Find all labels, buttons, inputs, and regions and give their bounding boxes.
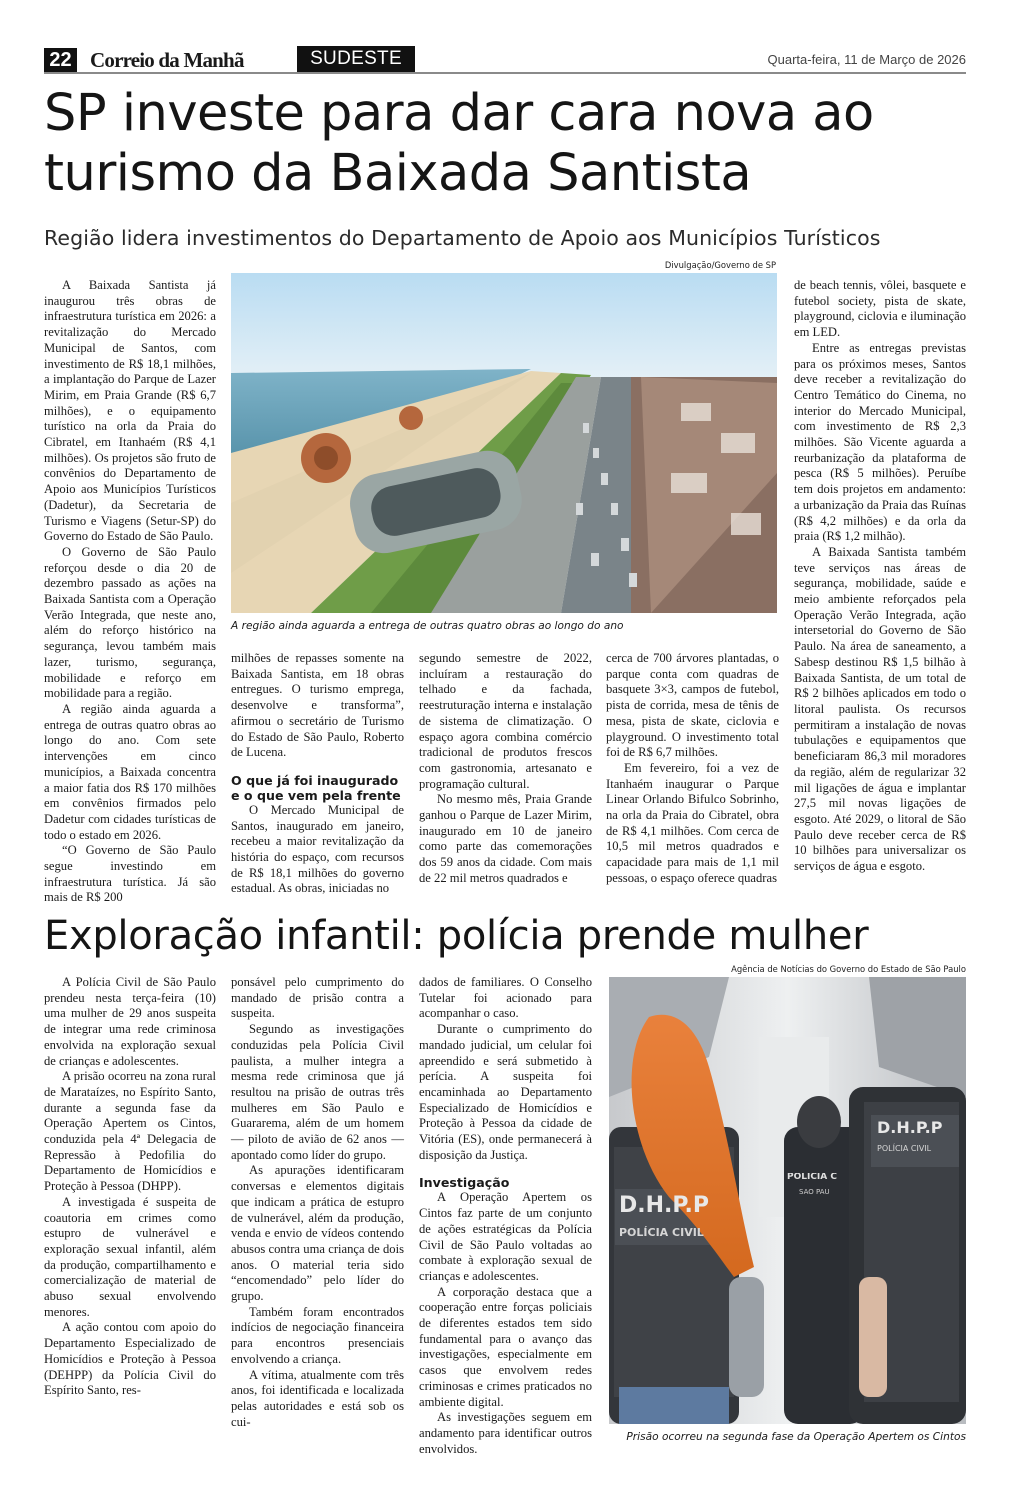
paragraph: Também foram encontrados indícios de negociação financeira para encontros presenciais envolvendo a criança.: [231, 1304, 404, 1366]
paragraph: O Mercado Municipal de Santos, inaugurado em janeiro, recebeu a maior revitalização da história do espaço, com recursos de R$ 18,1 milhões do governo estadual. As obras, iniciadas no: [231, 802, 404, 896]
article1-column-5: [794, 278, 966, 875]
article1-column-2: [231, 651, 404, 897]
shirt-label-policia: POLÍCIA C: [787, 1173, 837, 1182]
vest-label-dhpp: D.H.P.P: [619, 1193, 709, 1218]
vest-label-policia-civil-right: POLÍCIA CIVIL: [877, 1144, 932, 1153]
article1-photo-beach-park: [231, 273, 777, 613]
page-number: 22: [44, 48, 77, 72]
paragraph: As investigações seguem em andamento para identificar outros envolvidos.: [419, 1410, 592, 1456]
article2-photo-caption: Prisão ocorreu na segunda fase da Operação Apertem os Cintos: [626, 1431, 966, 1443]
paragraph: milhões de repasses somente na Baixada Santista, em 18 obras entregues. O turismo emprega, desenvolve e transforma”, afirmou o secretário de Turismo do Estado de São Paulo, Roberto de Lucena.: [231, 651, 404, 760]
paragraph: No mesmo mês, Praia Grande ganhou o Parque de Lazer Mirim, inaugurado em 10 de janeiro como parte das comemorações dos 59 anos da cidade. Com mais de 22 mil metros quadrados e: [419, 792, 592, 885]
article1-column-3: [419, 651, 592, 887]
article1-photo-caption: A região ainda aguarda a entrega de outras quatro obras ao longo do ano: [231, 620, 624, 632]
paragraph: A corporação destaca que a cooperação entre forças policiais de diferentes estados tem sido fundamental para o avanço das investigações, especialmente em casos que envolvem redes criminosas e crimes praticados no ambiente digital.: [419, 1284, 592, 1409]
paragraph: Em fevereiro, foi a vez de Itanhaém inaugurar o Parque Linear Orlando Bifulco Sobrinho, na orla da Praia do Cibratel, obra de R$ 4,1 milhões. Com cerca de 10,5 mil metros quadrados e capacidade para mais de 1,1 mil pessoas, o espaço oferece quadras: [606, 760, 779, 885]
article1-photo-credit: Divulgação/Governo de SP: [664, 260, 776, 270]
article1-subhead: Região lidera investimentos do Departamento de Apoio aos Municípios Turísticos: [44, 226, 881, 250]
shirt-label-sao-paulo: SÃO PAU: [799, 1189, 830, 1196]
paragraph: cerca de 700 árvores plantadas, o parque conta com quadras de basquete 3×3, campos de futebol, pista de corrida, mesa de tênis de mesa, pista de skate, ciclovia e playground. O investimento total foi de R$ 6,7 milhões.: [606, 651, 779, 760]
aerial-beach-image: [231, 273, 777, 613]
issue-date: Quarta-feira, 11 de Março de 2026: [767, 52, 966, 67]
article2-column-2: [231, 975, 404, 1430]
paragraph: de beach tennis, vôlei, basquete e futebol society, pista de skate, playground, ciclovia e iluminação em LED.: [794, 278, 966, 340]
article2-column-1: [44, 975, 216, 1399]
paragraph: O Governo de São Paulo reforçou desde o dia 20 de dezembro passado as ações na Baixada Santista com a Operação Verão Integrada, que neste ano, além do reforço histórico na segurança, levou também mais lazer, turismo, segurança, mobilidade e reforço em mobilidade para a região.: [44, 544, 216, 701]
article1-subheading: O que já foi inaugurado e o que vem pela frente: [231, 772, 401, 803]
vest-label-policia-civil: POLÍCIA CIVIL: [619, 1226, 704, 1239]
paragraph: Segundo as investigações conduzidas pela Polícia Civil paulista, a mulher integra a mesma rede criminosa que já resultou na prisão de outras três mulheres em São Paulo e Guararema, além de um homem — piloto de avião de 62 anos — apontado como líder do grupo.: [231, 1022, 404, 1162]
article2-subheading: Investigação: [419, 1175, 510, 1191]
section-tag: SUDESTE: [297, 46, 415, 72]
article2-column-3: [419, 975, 592, 1457]
paragraph: Durante o cumprimento do mandado judicial, um celular foi apreendido e será submetido à perícia. A suspeita foi encaminhada ao Departamento Especializado de Homicídios e Proteção à Pessoa da cidade de Vitória (ES), onde permanecerá à disposição da Justiça.: [419, 1022, 592, 1162]
paragraph: A investigada é suspeita de coautoria em crimes como estupro de vulnerável e exploração sexual infantil, além da produção, compartilhamento e comercialização de material de abuso sexual envolvendo menores.: [44, 1194, 216, 1319]
article2-headline: Exploração infantil: polícia prende mulher: [44, 913, 869, 959]
masthead: [44, 44, 966, 74]
paragraph: Entre as entregas previstas para os próximos meses, Santos deve receber a revitalização do Centro Temático do Cinema, no interior do Mercado Municipal, com investimento de R$ 2,3 milhões. São Vicente aguarda a reurbanização da plataforma de pesca (R$ 5 milhões). Peruíbe tem dois projetos em andamento: a urbanização da Praia das Ruínas (R$ 4,2 milhões) e da orla da praia (R$ 1,2 milhão).: [794, 340, 966, 544]
paragraph: dados de familiares. O Conselho Tutelar foi acionado para acompanhar o caso.: [419, 975, 592, 1021]
article2-photo-credit: Agência de Notícias do Governo do Estado de São Paulo: [731, 964, 966, 974]
article2-photo-police: [609, 977, 966, 1424]
article1-headline: SP investe para dar cara nova ao turismo da Baixada Santista: [44, 84, 874, 203]
paragraph: A Operação Apertem os Cintos faz parte de um conjunto de ações estratégicas da Polícia Civil de São Paulo voltadas ao combate à exploração sexual de crianças e adolescentes.: [419, 1190, 592, 1283]
paragraph: A prisão ocorreu na zona rural de Marataízes, no Espírito Santo, durante a segunda fase da Operação Apertem os Cintos, conduzida pela 4ª Delegacia de Repressão à Pedofilia do Departamento de Homicídios e Proteção à Pessoa (DHPP).: [44, 1069, 216, 1194]
paragraph: A Polícia Civil de São Paulo prendeu nesta terça-feira (10) uma mulher de 29 anos suspeita de integrar uma rede criminosa envolvida na exploração sexual de crianças e adolescentes.: [44, 975, 216, 1068]
paragraph: As apurações identificaram conversas e elementos digitais que indicam a prática de estupro de vulnerável, além da produção, venda e envio de vídeos contendo abusos contra uma criança de dois anos. O material teria sido “encomendado” pelo líder do grupo.: [231, 1163, 404, 1304]
paragraph: A Baixada Santista também teve serviços nas áreas de segurança, mobilidade, saúde e meio ambiente reforçados pela Operação Verão Integrada, ação intersetorial do Governo de São Paulo. Na área de saneamento, a Sabesp destinou R$ 1,5 bilhão à Baixada Santista, de um total de R$ 2 bilhões aplicados em todo o litoral paulista. Os recursos permitiram a instalação de novas tubulações e equipamentos que beneficiaram 86,3 mil moradores da região, além de regularizar 32 mil ligações de água e implantar 27,5 mil novas ligações de esgoto. Até 2029, o litoral de São Paulo deve receber cerca de R$ 10 bilhões para universalizar os serviços de água e esgoto.: [794, 544, 966, 874]
vest-label-dhpp-right: D.H.P.P: [877, 1118, 943, 1137]
article1-column-4: [606, 651, 779, 887]
newspaper-logo: Correio da Manhã: [90, 48, 244, 72]
paragraph: ponsável pelo cumprimento do mandado de prisão contra a suspeita.: [231, 975, 404, 1021]
paragraph: A região ainda aguarda a entrega de outras quatro obras ao longo do ano. Com sete intervenções em cinco municípios, a Baixada concentra a maior fatia dos R$ 170 milhões em convênios firmados pelo Dadetur com cidades turísticas de todo o estado em 2026.: [44, 701, 216, 842]
paragraph: A ação contou com apoio do Departamento Especializado de Homicídios e Proteção à Pessoa (DEHPP) da Polícia Civil do Espírito Santo, res-: [44, 1320, 216, 1398]
paragraph: segundo semestre de 2022, incluíram a restauração do telhado e da fachada, reestruturação interna e instalação de sistema de climatização. O espaço agora combina comércio tradicional de produtos frescos com gastronomia, artesanato e programação cultural.: [419, 651, 592, 791]
paragraph: A Baixada Santista já inaugurou três obras de infraestrutura turística em 2026: a revitalização do Mercado Municipal de Santos, com investimento de R$ 18,1 milhões, a implantação do Parque de Lazer Mirim, em Praia Grande (R$ 6,7 milhões), e o equipamento turístico na orla da Praia do Cibratel, em Itanhaém (R$ 4,1 milhões). Os projetos são fruto de convênios do Departamento de Apoio aos Municípios Turísticos (Dadetur), da Secretaria de Turismo e Viagens (Setur-SP) do Governo do Estado de São Paulo.: [44, 278, 216, 544]
article1-column-1: [44, 278, 216, 906]
paragraph: A vítima, atualmente com três anos, foi identificada e localizada pelas autoridades e está sob os cui-: [231, 1367, 404, 1429]
paragraph: “O Governo de São Paulo segue investindo em infraestrutura turística. Já são mais de R$ 200: [44, 843, 216, 905]
